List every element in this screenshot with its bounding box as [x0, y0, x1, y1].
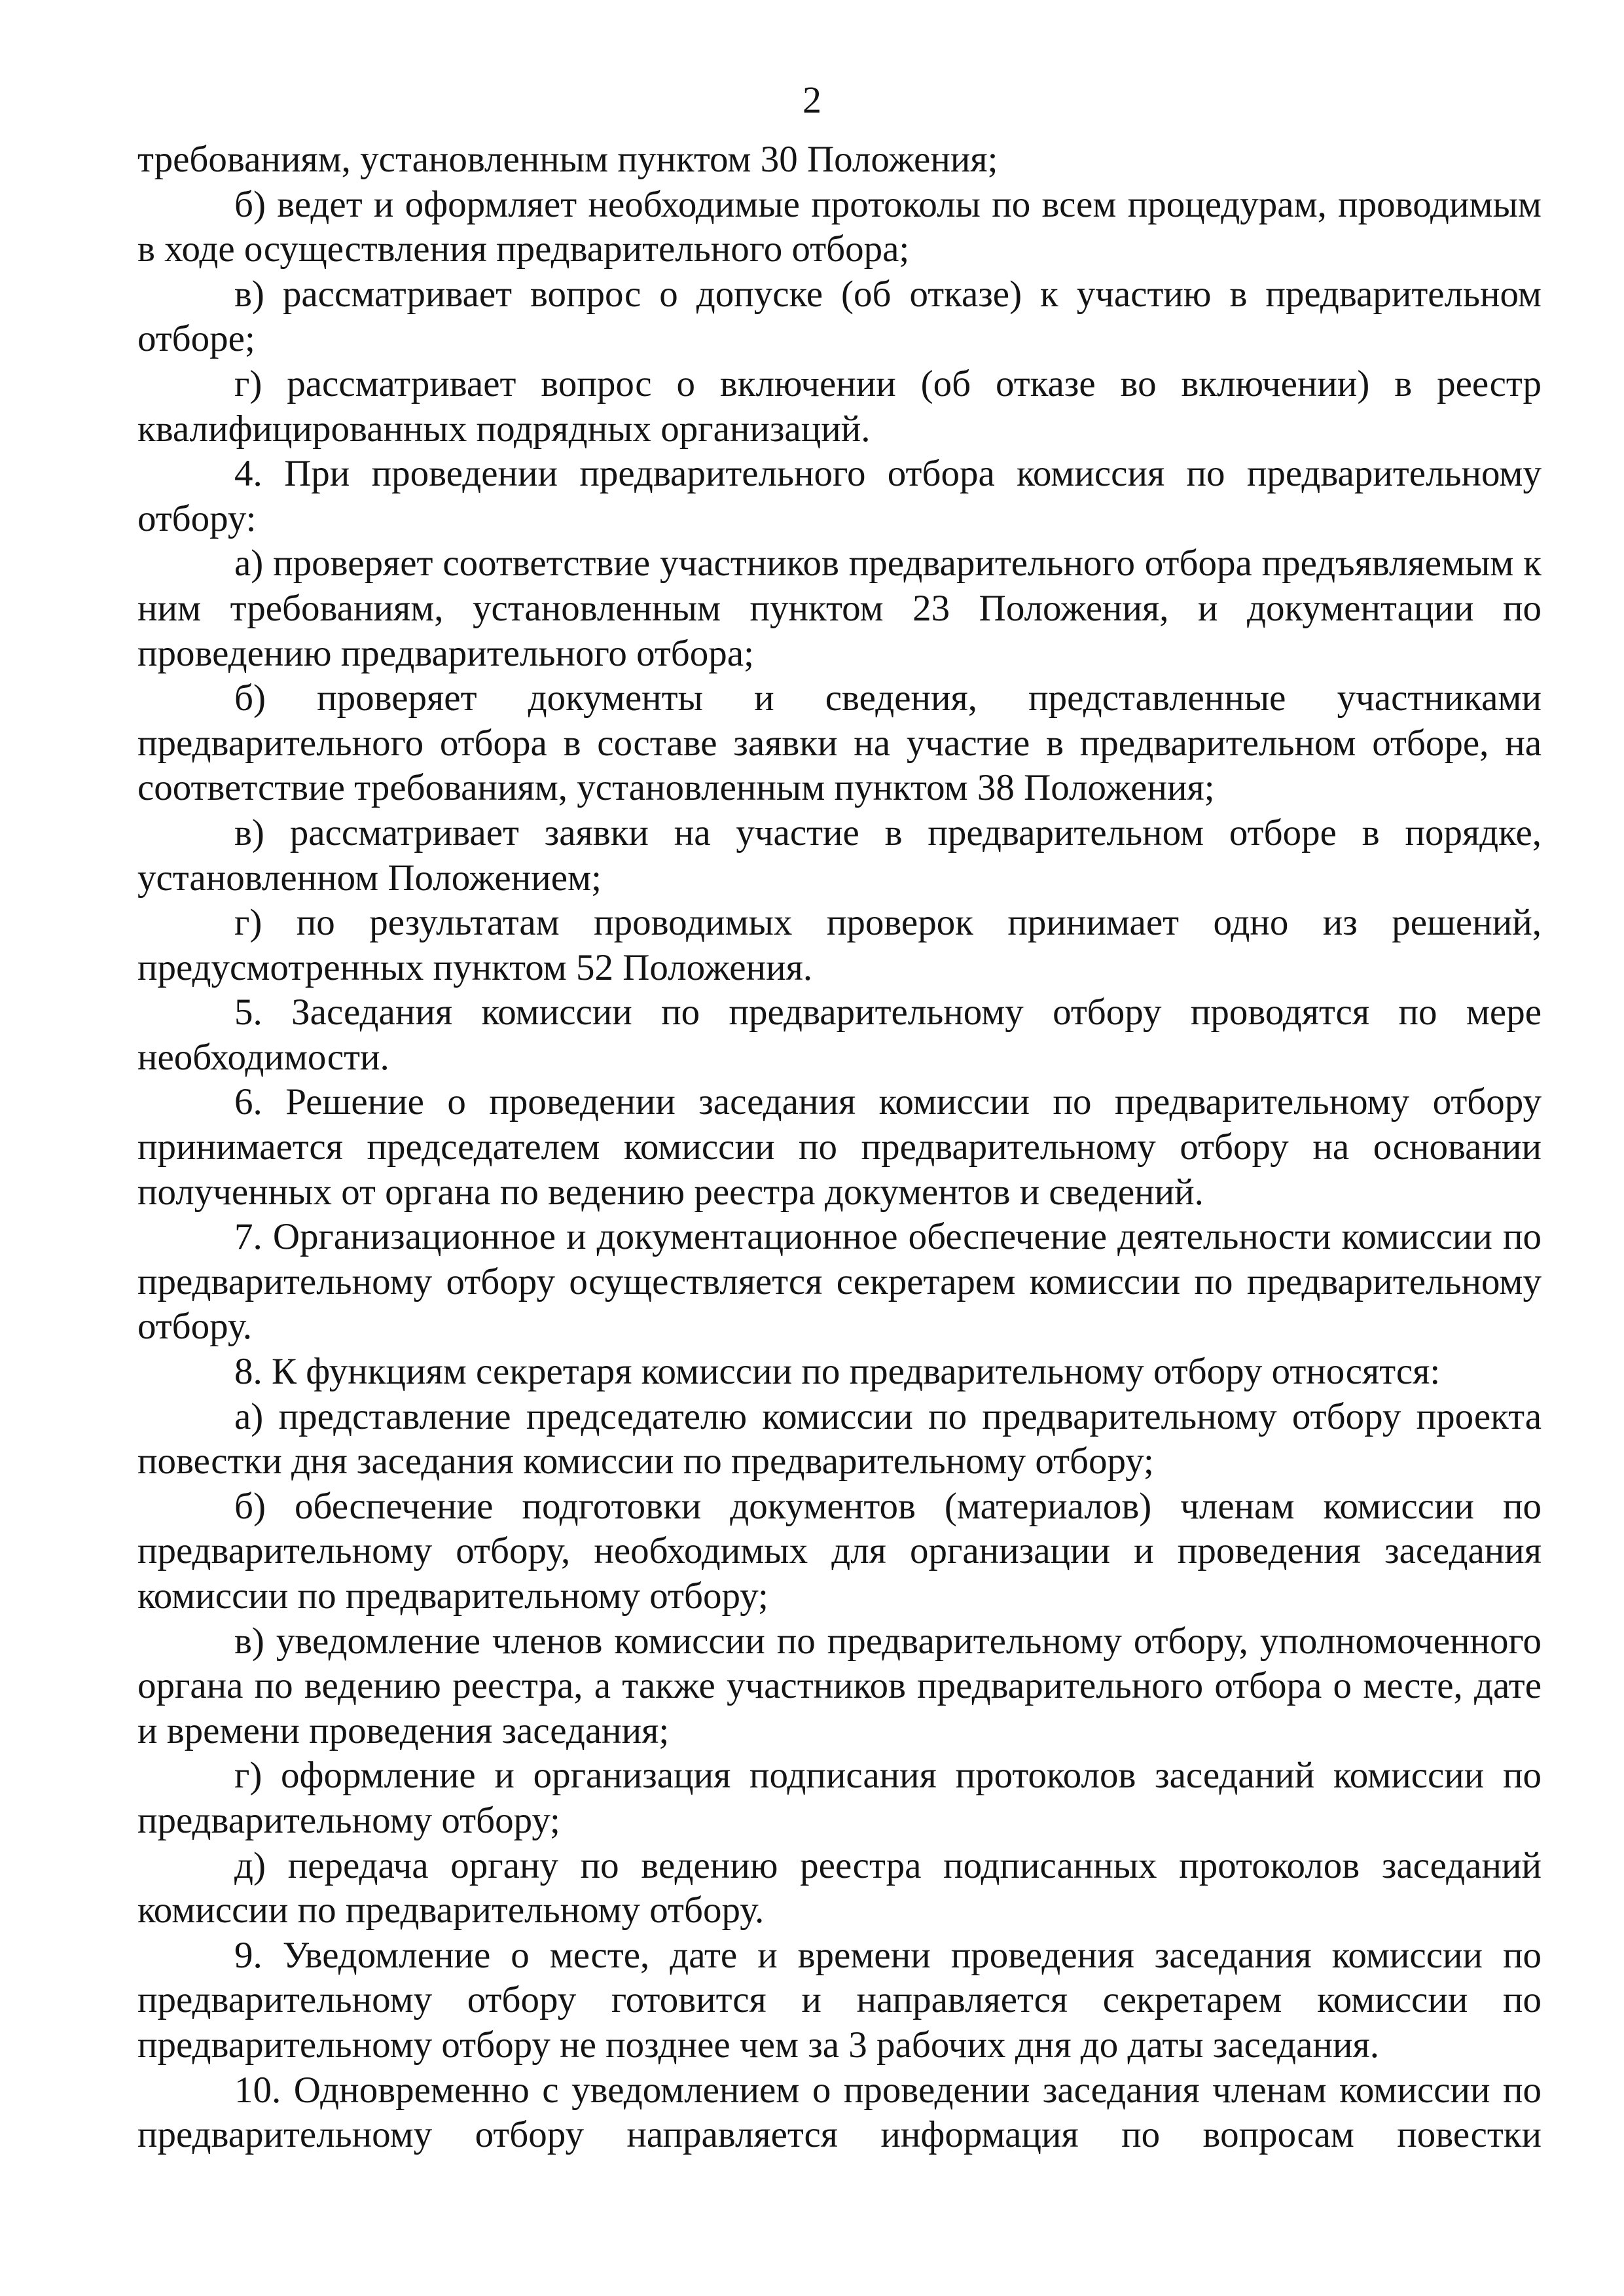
- paragraph-continuation: требованиям, установленным пунктом 30 Положения;: [137, 139, 998, 180]
- paragraph-8g: г) оформление и организация подписания протоколов заседаний комиссии по предварительному отбору;: [137, 1755, 1542, 1841]
- paragraph-3v: в) рассматривает вопрос о допуске (об отказе) к участию в предварительном отборе;: [137, 273, 1542, 360]
- paragraph-7: 7. Организационное и документационное обеспечение деятельности комиссии по предварительному отбору осуществляется секретарем комиссии по предварительному отбору.: [137, 1216, 1542, 1348]
- paragraph-3g: г) рассматривает вопрос о включении (об отказе во включении) в реестр квалифицированных подрядных организаций.: [137, 363, 1542, 450]
- document-body: [137, 137, 1542, 2158]
- paragraph-9: 9. Уведомление о месте, дате и времени проведения заседания комиссии по предварительному отбору готовится и направляется секретарем комиссии по предварительному отбору не позднее чем за 3 рабочих дня до даты заседания.: [137, 1934, 1542, 2066]
- paragraph-8v: в) уведомление членов комиссии по предварительному отбору, уполномоченного органа по ведению реестра, а также участников предварительного отбора о месте, дате и времени проведения заседания;: [137, 1620, 1542, 1751]
- paragraph-3b: б) ведет и оформляет необходимые протоколы по всем процедурам, проводимым в ходе осуществления предварительного отбора;: [137, 183, 1542, 270]
- paragraph-4v: в) рассматривает заявки на участие в предварительном отборе в порядке, установленном Положением;: [137, 812, 1542, 899]
- paragraph-6: 6. Решение о проведении заседания комиссии по предварительному отбору принимается председателем комиссии по предварительному отбору на основании полученных от органа по ведению реестра документов и сведений.: [137, 1081, 1542, 1213]
- paragraph-4b: б) проверяет документы и сведения, представленные участниками предварительного отбора в составе заявки на участие в предварительном отборе, на соответствие требованиям, установленным пунктом 38 Положения;: [137, 677, 1542, 809]
- paragraph-4g: г) по результатам проводимых проверок принимает одно из решений, предусмотренных пунктом 52 Положения.: [137, 902, 1542, 988]
- paragraph-8b: б) обеспечение подготовки документов (материалов) членам комиссии по предварительному отбору, необходимых для организации и проведения заседания комиссии по предварительному отбору;: [137, 1485, 1542, 1617]
- paragraph-10: 10. Одновременно с уведомлением о проведении заседания членам комиссии по предварительному отбору направляется информация по вопросам повестки: [137, 2069, 1542, 2156]
- paragraph-4a: а) проверяет соответствие участников предварительного отбора предъявляемым к ним требованиям, установленным пунктом 23 Положения, и документации по проведению предварительного отбора;: [137, 543, 1542, 674]
- paragraph-8d: д) передача органу по ведению реестра подписанных протоколов заседаний комиссии по предварительному отбору.: [137, 1844, 1542, 1931]
- paragraph-5: 5. Заседания комиссии по предварительному отбору проводятся по мере необходимости.: [137, 992, 1542, 1078]
- paragraph-8: 8. К функциям секретаря комиссии по предварительному отбору относятся:: [234, 1351, 1441, 1393]
- paragraph-8a: а) представление председателю комиссии по предварительному отбору проекта повестки дня заседания комиссии по предварительному отбору;: [137, 1395, 1542, 1482]
- paragraph-4: 4. При проведении предварительного отбора комиссия по предварительному отбору:: [137, 453, 1542, 539]
- page-number: 2: [803, 79, 821, 121]
